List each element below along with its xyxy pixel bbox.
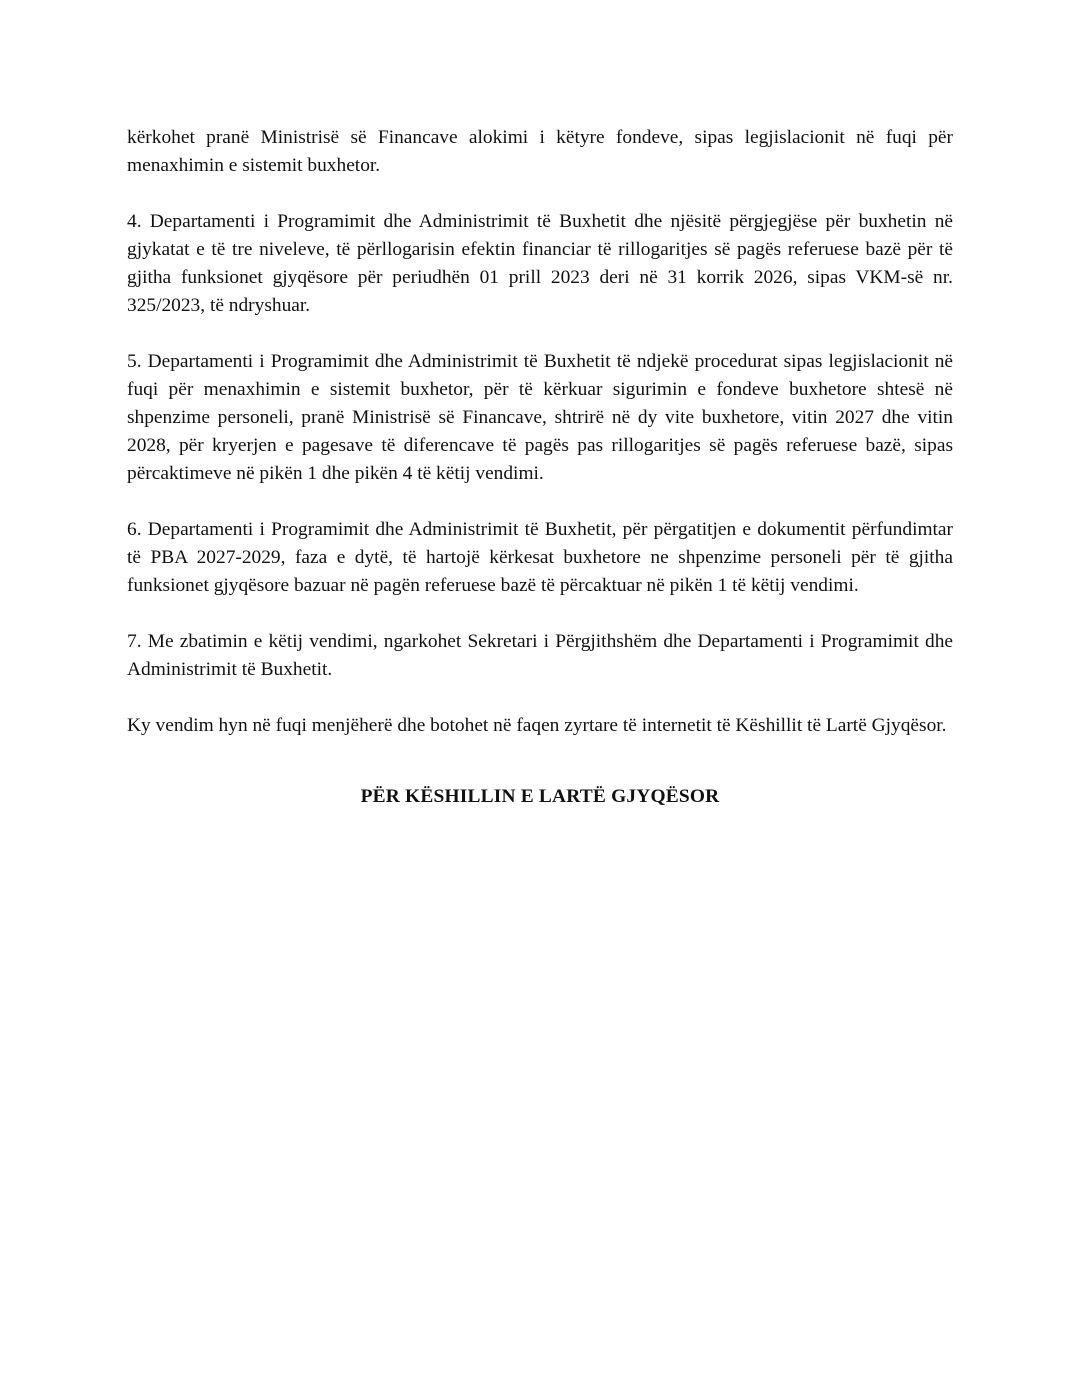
paragraph-point-4: 4. Departamenti i Programimit dhe Administrimit të Buxhetit dhe njësitë përgjegjëse për buxhetin në gjykatat e të tre niveleve, të përllogarisin efektin financiar të rillogaritjes së pagës referuese bazë për të gjitha funksionet gjyqësore për periudhën 01 prill 2023 deri në 31 korrik 2026, sipas VKM-së nr. 325/2023, të ndryshuar. xyxy=(127,211,953,316)
paragraph-continuation: kërkohet pranë Ministrisë së Financave alokimi i këtyre fondeve, sipas legjislacionit në fuqi për menaxhimin e sistemit buxhetor. xyxy=(127,127,953,176)
paragraph-entry-into-force: Ky vendim hyn në fuqi menjëherë dhe botohet në faqen zyrtare të internetit të Këshillit të Lartë Gjyqësor. xyxy=(127,715,947,736)
document-page xyxy=(127,124,953,811)
paragraph-point-6: 6. Departamenti i Programimit dhe Administrimit të Buxhetit, për përgatitjen e dokumentit përfundimtar të PBA 2027-2029, faza e dytë, të hartojë kërkesat buxhetore ne shpenzime personeli për të gjitha funksionet gjyqësore bazuar në pagën referuese bazë të përcaktuar në pikën 1 të këtij vendimi. xyxy=(127,519,953,596)
signature-heading: PËR KËSHILLIN E LARTË GJYQËSOR xyxy=(360,786,720,807)
paragraph-point-5: 5. Departamenti i Programimit dhe Administrimit të Buxhetit të ndjekë procedurat sipas legjislacionit në fuqi për menaxhimin e sistemit buxhetor, për të kërkuar sigurimin e fondeve buxhetore shtesë në shpenzime personeli, pranë Ministrisë së Financave, shtrirë në dy vite buxhetore, vitin 2027 dhe vitin 2028, për kryerjen e pagesave të diferencave të pagës pas rillogaritjes së pagës referuese bazë, sipas përcaktimeve në pikën 1 dhe pikën 4 të këtij vendimi. xyxy=(127,351,953,484)
paragraph-point-7: 7. Me zbatimin e këtij vendimi, ngarkohet Sekretari i Përgjithshëm dhe Departamenti i Programimit dhe Administrimit të Buxhetit. xyxy=(127,631,953,680)
